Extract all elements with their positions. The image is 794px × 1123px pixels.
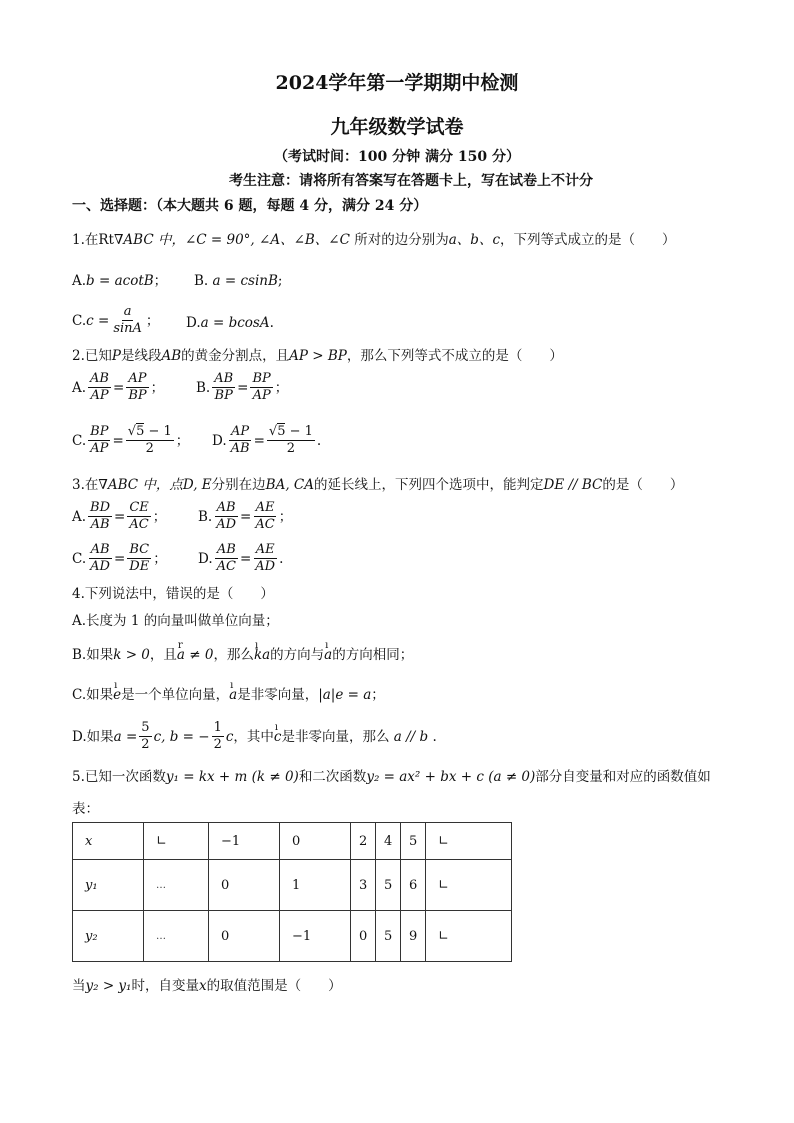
q4-option-c: C.如果ı e是一个单位向量，ı a是非零向量，|a|e = a； [72,686,385,704]
question-5-stem-cont: 表： [72,801,99,817]
table-cell: 3 [351,860,376,911]
table-cell: 0 [209,860,280,911]
question-3-stem: 3.在∇ABC 中，点D, E分别在边BA, CA的延长线上，下列四个选项中，能判定DE // BC的是（ ） [72,477,684,493]
q3-option-a: A. $\frac{BD}{AB}$ = $\frac{CE}{AC}$ ； [72,500,167,532]
q1-option-a: A. b = acotB ； [72,273,168,289]
q3-option-c: C. $\frac{AB}{AD}$ = $\frac{BC}{DE}$ ； [72,542,167,574]
table-cell: −1 [209,823,280,860]
table-cell: 5 [401,823,426,860]
table-cell: 9 [401,911,426,962]
table-cell: 4 [376,823,401,860]
table-cell: 0 [351,911,376,962]
table-cell: 0 [209,911,280,962]
table-cell: 2 [351,823,376,860]
table-cell: 5 [376,911,401,962]
q4-option-d: D.如果 a = $\frac{5}{2}$ c, b = − $\frac{1}{2}$ c ，其中 ı c 是非零向量，那么 a // b . [72,720,437,753]
question-5-ask: 当y₂ > y₁时，自变量x的取值范围是（ ） [72,978,342,994]
fraction: $\frac{a}{\sin A}$ [113,304,142,336]
triangle-icon: ∇ [98,477,108,493]
q3-option-d: D. $\frac{AB}{AC}$ = $\frac{AE}{AD}$ . [198,542,284,574]
exam-notice: 考生注意：请将所有答案写在答题卡上，写在试卷上不计分 [229,173,593,189]
q4-option-b: B.如果k > 0，且r a ≠ 0，那么ı ka的方向与ı a的方向相同； [72,646,413,664]
q2-option-b: B. $\frac{AB}{BP}$ = $\frac{BP}{AP}$ ； [196,371,289,403]
q4-option-a: A.长度为 1 的向量叫做单位向量； [72,613,279,629]
table-cell: ∟ [426,911,512,962]
table-cell: ∟ [426,860,512,911]
q1-option-c: C. c = $\frac{a}{\sin A}$ ； [72,304,160,336]
table-row [73,823,512,860]
q2-option-d: D. $\frac{AP}{AB}$ = $\frac{√5 - 1}{2}$ . [212,424,322,456]
question-4-stem: 4.下列说法中，错误的是（ ） [72,586,274,602]
question-1-stem: 1.在Rt∇ABC 中，∠C = 90°, ∠A、∠B、∠C 所对的边分别为a、b、c，下列等式成立的是（ ） [72,232,676,248]
table-cell: 5 [376,860,401,911]
table-cell: ∟ [144,823,209,860]
table-cell: 6 [401,860,426,911]
triangle-icon: ∇ [113,232,124,248]
q3-option-b: B. $\frac{AB}{AD}$ = $\frac{AE}{AC}$ ； [198,500,293,532]
q2-option-c: C. $\frac{BP}{AP}$ = $\frac{√5 - 1}{2}$ ； [72,424,190,456]
table-cell: −1 [280,911,351,962]
question-5-stem: 5.已知一次函数y₁ = kx + m (k ≠ 0)和二次函数y₂ = ax² + bx + c (a ≠ 0)部分自变量和对应的函数值如 [72,769,711,785]
exam-title: 2024学年第一学期期中检测 [275,72,519,94]
table-cell: x [73,823,144,860]
exam-subtitle: 九年级数学试卷 [330,116,464,138]
question-2-stem: 2.已知P是线段AB的黄金分割点，且AP > BP，那么下列等式不成立的是（ ） [72,348,563,364]
table-row [73,860,512,911]
table-cell: … [144,860,209,911]
table-cell: 0 [280,823,351,860]
exam-time-info: （考试时间：100 分钟 满分 150 分） [274,149,520,165]
q1-option-d: D. a = bcosA . [186,315,274,331]
q1-option-b: B. a = csinB ; [194,273,283,289]
table-cell: y₂ [73,911,144,962]
table-cell: 1 [280,860,351,911]
table-cell: … [144,911,209,962]
table-row [73,911,512,962]
section-heading: 一、选择题：（本大题共 6 题，每题 4 分，满分 24 分） [72,198,428,214]
function-value-table [72,822,512,962]
table-cell: ∟ [426,823,512,860]
q2-option-a: A. $\frac{AB}{AP}$ = $\frac{AP}{BP}$ ； [72,371,165,403]
table-cell: y₁ [73,860,144,911]
